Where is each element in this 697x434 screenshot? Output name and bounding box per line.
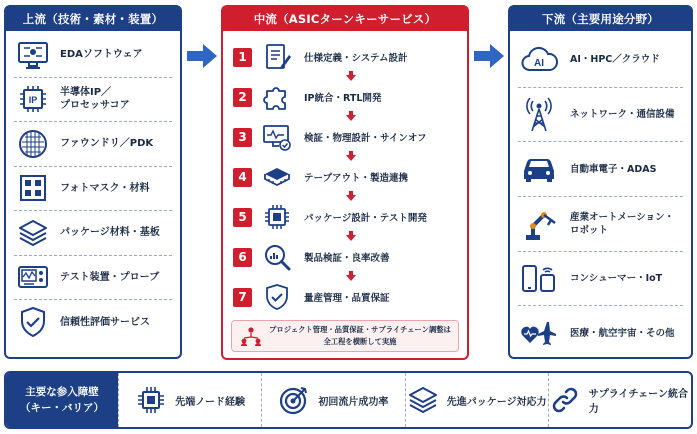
ai-cloud-icon	[520, 42, 558, 78]
people-network-icon	[240, 325, 262, 347]
downstream-panel	[508, 5, 693, 359]
step-label: テープアウト・製造連携	[304, 173, 409, 184]
shield-check-icon	[16, 305, 50, 339]
downstream-item-label: 自動車電子・ADAS	[570, 163, 657, 175]
process-step	[233, 77, 457, 117]
step-label: パッケージ設計・テスト開発	[304, 213, 427, 224]
downstream-item-label: AI・HPC／クラウド	[570, 54, 660, 66]
target-icon	[278, 384, 310, 416]
barrier-label: 初回流片成功率	[318, 396, 389, 408]
svg-text:IP: IP	[28, 95, 38, 106]
upstream-item-ip	[14, 78, 172, 123]
process-step	[233, 37, 457, 77]
flow-arrow-icon	[474, 43, 504, 69]
barrier-label: サプライチェーン統合力	[588, 389, 688, 415]
upstream-item-label: フォトマスク・材料	[60, 182, 150, 194]
chip-icon	[135, 384, 167, 416]
magnifier-chart-icon	[262, 242, 292, 272]
downstream-item-industrial	[518, 197, 683, 252]
process-step	[233, 237, 457, 277]
step-number: 7	[233, 288, 252, 307]
step-label: 製品検証・良率改善	[304, 253, 390, 264]
downstream-item-ai	[518, 33, 683, 88]
upstream-item-test-equipment	[14, 256, 172, 301]
step-number: 3	[233, 128, 252, 147]
link-icon	[549, 384, 581, 416]
chip-icon	[262, 202, 292, 232]
barriers-title: 主要な参入障壁 （キー・バリア）	[6, 373, 118, 427]
ip-chip-icon	[16, 82, 50, 116]
step-label: 量産管理・品質保証	[304, 293, 390, 304]
downstream-title: 下流（主要用途分野）	[510, 7, 691, 31]
downstream-item-label: 医療・航空宇宙・その他	[570, 328, 675, 340]
upstream-item-reliability	[14, 300, 172, 345]
chip-package-icon	[262, 162, 292, 192]
document-pen-icon	[262, 42, 292, 72]
photomask-icon	[16, 171, 50, 205]
wafer-icon	[16, 127, 50, 161]
upstream-item-label: 半導体IP／ プロセッサコア	[60, 87, 130, 112]
step-number: 6	[233, 248, 252, 267]
upstream-item-eda	[14, 33, 172, 78]
step-label: 仕様定義・システム設計	[304, 53, 408, 64]
robot-arm-icon	[520, 206, 558, 242]
car-icon	[520, 151, 558, 187]
svg-text:AI: AI	[534, 57, 544, 69]
barrier-item-packaging	[405, 373, 548, 427]
step-number: 2	[233, 88, 252, 107]
downstream-item-label: 産業オートメーション・ ロボット	[570, 211, 675, 236]
monitor-circuit-icon	[16, 38, 50, 72]
upstream-item-label: ファウンドリ／PDK	[60, 138, 154, 150]
barrier-item-advanced-node	[118, 373, 261, 427]
heart-plane-icon	[520, 316, 558, 352]
flow-arrow-icon	[187, 43, 217, 69]
upstream-list	[6, 31, 180, 345]
step-label: 検証・物理設計・サインオフ	[304, 133, 427, 144]
midstream-title: 中流（ASICターンキーサービス）	[223, 7, 467, 31]
shield-check-icon	[262, 282, 292, 312]
process-step	[233, 157, 457, 197]
upstream-item-label: パッケージ材料・基板	[60, 227, 160, 239]
upstream-item-label: テスト装置・プローブ	[60, 271, 160, 283]
monitor-check-icon	[262, 122, 292, 152]
step-number: 4	[233, 168, 252, 187]
process-step	[233, 117, 457, 157]
process-step	[233, 197, 457, 237]
layers-icon	[407, 384, 439, 416]
barrier-label: 先端ノード経験	[175, 396, 245, 408]
barrier-item-tapeout	[261, 373, 404, 427]
barrier-item-supply-chain	[548, 373, 691, 427]
tower-icon	[520, 97, 558, 133]
layers-icon	[16, 216, 50, 250]
test-equipment-icon	[16, 260, 50, 294]
process-step	[233, 277, 457, 317]
cross-process-note	[231, 320, 459, 352]
step-label: IP統合・RTL開発	[304, 93, 382, 104]
devices-icon	[520, 261, 558, 297]
downstream-item-auto	[518, 142, 683, 197]
upstream-item-package-material	[14, 211, 172, 256]
key-barriers-bar	[4, 371, 693, 429]
process-steps	[223, 31, 467, 317]
puzzle-icon	[262, 82, 292, 112]
downstream-item-label: コンシューマー・IoT	[570, 273, 663, 285]
downstream-item-consumer	[518, 252, 683, 307]
upstream-item-label: EDAソフトウェア	[60, 49, 143, 61]
upstream-panel	[4, 5, 182, 359]
downstream-item-network	[518, 88, 683, 143]
downstream-list	[510, 31, 691, 361]
upstream-item-foundry	[14, 122, 172, 167]
step-number: 1	[233, 48, 252, 67]
step-number: 5	[233, 208, 252, 227]
midstream-panel	[221, 5, 469, 360]
barrier-label: 先進パッケージ対応力	[446, 396, 547, 408]
note-text: プロジェクト管理・品質保証・サプライチェーン調整は 全工程を横断して実施	[269, 325, 451, 346]
downstream-item-medical	[518, 306, 683, 361]
upstream-title: 上流（技術・素材・装置）	[6, 7, 180, 31]
upstream-item-label: 信頼性評価サービス	[60, 316, 150, 328]
upstream-item-photomask	[14, 167, 172, 212]
downstream-item-label: ネットワーク・通信設備	[570, 109, 675, 121]
